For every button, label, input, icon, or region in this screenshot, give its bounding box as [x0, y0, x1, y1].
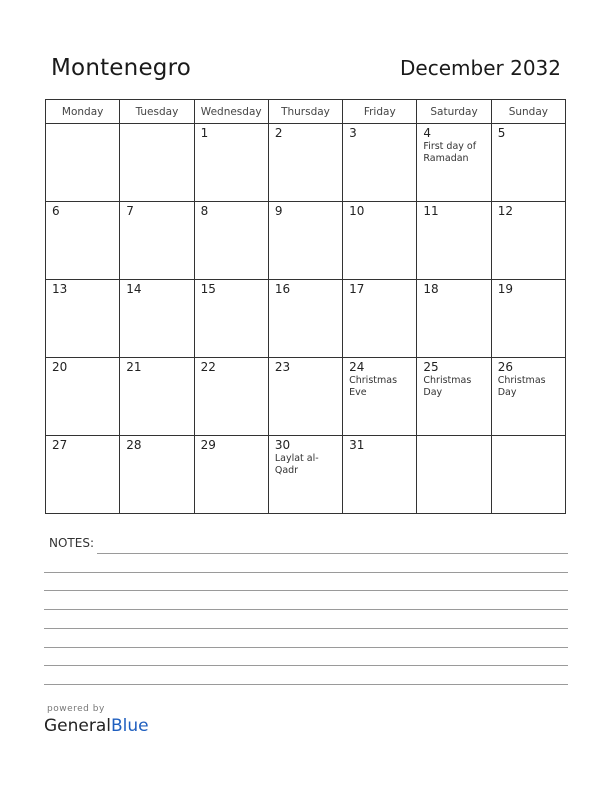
day-cell[interactable]: [120, 124, 194, 202]
day-cell[interactable]: [120, 358, 194, 436]
holiday-event: Christmas Day: [423, 375, 472, 398]
weekday-header: Sunday: [491, 100, 565, 124]
day-cell[interactable]: [343, 280, 417, 358]
weekday-header: Monday: [46, 100, 120, 124]
day-number: 14: [126, 282, 142, 296]
day-cell[interactable]: [268, 202, 342, 280]
day-cell[interactable]: [194, 202, 268, 280]
day-cell[interactable]: [46, 358, 120, 436]
day-number: 6: [52, 204, 60, 218]
holiday-event: Christmas Day: [497, 375, 546, 398]
day-cell[interactable]: [417, 124, 491, 202]
day-number: 29: [200, 438, 216, 452]
day-cell[interactable]: [120, 202, 194, 280]
brand-general-text: General: [44, 716, 111, 736]
day-number: 24: [349, 360, 365, 374]
day-cell[interactable]: [46, 436, 120, 514]
note-line: [44, 609, 568, 610]
day-number: 1: [200, 126, 209, 140]
day-number: 4: [423, 126, 432, 140]
day-number: 18: [423, 282, 439, 296]
weekday-header: Thursday: [268, 100, 342, 124]
day-number: 9: [274, 204, 283, 218]
day-cell[interactable]: [194, 358, 268, 436]
note-line: [44, 665, 568, 666]
weekday-header-row: [46, 100, 566, 124]
day-number: 28: [126, 438, 142, 452]
week-row: [46, 436, 566, 514]
note-line: [44, 684, 568, 685]
day-cell[interactable]: [120, 436, 194, 514]
day-cell[interactable]: [491, 358, 565, 436]
calendar-grid: [45, 99, 566, 514]
day-number: 7: [126, 204, 134, 218]
day-cell[interactable]: [120, 280, 194, 358]
day-cell[interactable]: [268, 358, 342, 436]
day-cell[interactable]: [491, 124, 565, 202]
day-cell[interactable]: [491, 436, 565, 514]
day-number: 22: [200, 360, 216, 374]
day-cell[interactable]: [194, 124, 268, 202]
day-cell[interactable]: [417, 202, 491, 280]
day-number: 16: [274, 282, 291, 296]
note-line: [97, 553, 568, 554]
day-number: 26: [497, 360, 513, 374]
day-cell[interactable]: [194, 280, 268, 358]
brand-blue-text: Blue: [111, 716, 149, 736]
note-line: [44, 647, 568, 648]
day-number: 11: [423, 204, 439, 218]
day-number: 25: [423, 360, 439, 374]
notes-label: NOTES:: [49, 536, 94, 550]
day-cell[interactable]: [343, 436, 417, 514]
weekday-header: Friday: [343, 100, 417, 124]
holiday-event: Laylat al-Qadr: [274, 453, 319, 476]
week-row: [46, 202, 566, 280]
weekday-header: Wednesday: [194, 100, 268, 124]
day-number: 17: [349, 282, 365, 296]
day-number: 20: [52, 360, 68, 374]
powered-by-text: powered by: [47, 704, 105, 714]
note-line: [44, 572, 568, 573]
day-cell[interactable]: [46, 280, 120, 358]
note-line: [44, 590, 568, 591]
day-cell[interactable]: [491, 280, 565, 358]
holiday-event: Christmas Eve: [349, 375, 398, 398]
day-cell[interactable]: [46, 124, 120, 202]
day-number: 10: [349, 204, 365, 218]
day-number: 8: [200, 204, 209, 218]
day-cell[interactable]: [268, 280, 342, 358]
week-row: [46, 280, 566, 358]
day-number: 12: [497, 204, 513, 218]
day-number: 19: [497, 282, 513, 296]
day-cell[interactable]: [194, 436, 268, 514]
day-number: 13: [52, 282, 68, 296]
week-row: [46, 124, 566, 202]
weekday-header: Tuesday: [120, 100, 194, 124]
day-number: 23: [274, 360, 291, 374]
day-cell[interactable]: [343, 202, 417, 280]
day-number: 2: [274, 126, 283, 140]
generalblue-logo[interactable]: [44, 716, 149, 736]
weekday-header: Saturday: [417, 100, 491, 124]
day-number: 3: [349, 126, 357, 140]
month-year-title: December 2032: [400, 56, 561, 80]
day-cell[interactable]: [343, 124, 417, 202]
day-cell[interactable]: [268, 124, 342, 202]
day-number: 30: [274, 438, 291, 452]
day-cell[interactable]: [417, 436, 491, 514]
day-number: 15: [200, 282, 216, 296]
day-number: 21: [126, 360, 142, 374]
holiday-event: First day of Ramadan: [423, 141, 477, 164]
country-title: Montenegro: [51, 55, 192, 81]
day-cell[interactable]: [268, 436, 342, 514]
day-cell[interactable]: [417, 358, 491, 436]
day-cell[interactable]: [343, 358, 417, 436]
day-number: 27: [52, 438, 68, 452]
day-cell[interactable]: [417, 280, 491, 358]
day-number: 31: [349, 438, 365, 452]
week-row: [46, 358, 566, 436]
day-number: 5: [497, 126, 506, 140]
day-cell[interactable]: [46, 202, 120, 280]
note-line: [44, 628, 568, 629]
day-cell[interactable]: [491, 202, 565, 280]
